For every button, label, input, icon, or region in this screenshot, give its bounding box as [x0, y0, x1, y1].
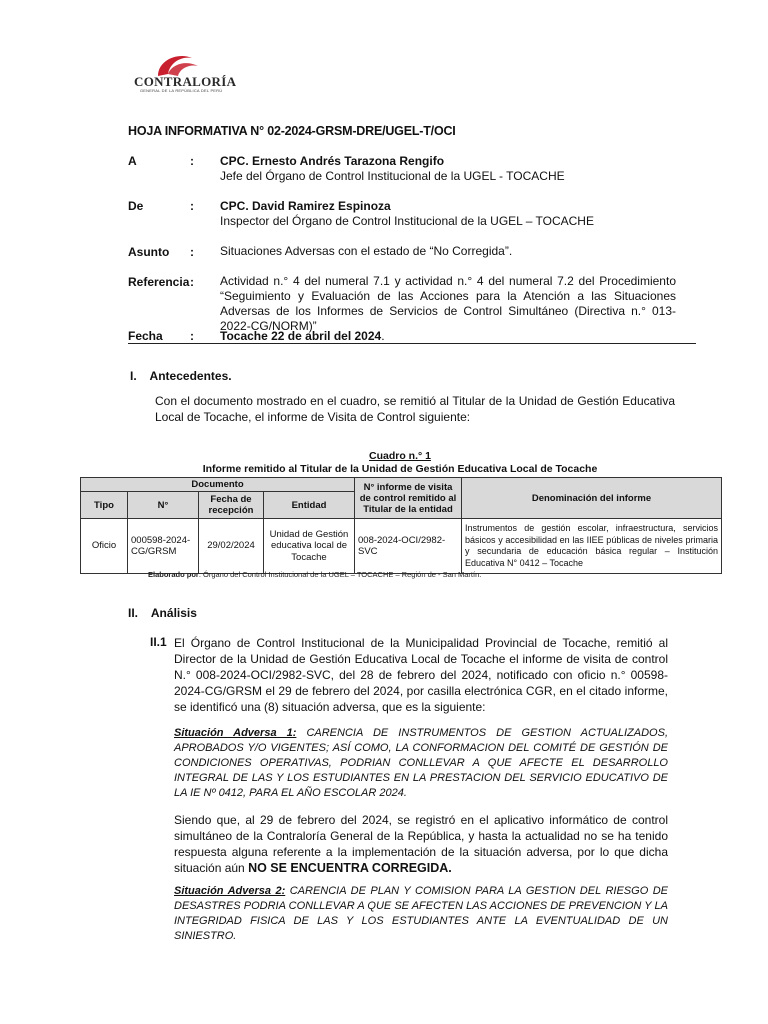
- th-documento: Documento: [81, 478, 355, 492]
- elaborado-text: : Órgano del Control Institucional de la UGEL – TOCACHE – Región de - San Martín.: [198, 570, 482, 579]
- elaborado-note: [148, 570, 481, 579]
- colon-fecha: :: [190, 329, 194, 343]
- fecha-value: [220, 329, 385, 344]
- item-number: II.1: [150, 635, 167, 649]
- cuadro-title: Cuadro n.° 1: [369, 450, 431, 462]
- cell-entidad: Unidad de Gestión educativa local de Tocache: [264, 519, 355, 574]
- colon-de: :: [190, 199, 194, 213]
- cell-informe: 008-2024-OCI/2982-SVC: [355, 519, 462, 574]
- sa2-label: Situación Adversa 2:: [174, 885, 286, 897]
- elaborado-label: Elaborado por: [148, 570, 199, 579]
- situacion-adversa-1: [174, 726, 668, 801]
- colon-asunto: :: [190, 245, 194, 259]
- header-divider: [128, 343, 696, 344]
- table-row: [81, 519, 722, 574]
- label-referencia: Referencia: [128, 275, 190, 289]
- addressee-role: Jefe del Órgano de Control Institucional de la UGEL - TOCACHE: [220, 169, 565, 183]
- th-numero: N°: [128, 492, 199, 519]
- sa2-text: CARENCIA DE PLAN Y COMISION PARA LA GESTION DEL RIESGO DE DESASTRES PODRIA CONLLEVAR A QUE SE AFECTEN LAS ACCIONES DE PREVENCION Y LA INTEGRIDAD FISICA DE LAS Y LOS ESTUDIANTES ANTE LA EVENTUALIDAD DE UN SINIESTRO.: [174, 885, 669, 942]
- colon-referencia: :: [190, 275, 194, 289]
- cell-fecha: 29/02/2024: [199, 519, 264, 574]
- th-tipo: Tipo: [81, 492, 128, 519]
- label-a: A: [128, 154, 137, 168]
- fecha-suffix: .: [381, 329, 385, 343]
- section-analisis-heading: II. Análisis: [128, 606, 197, 620]
- th-informe: N° informe de visita de control remitido al Titular de la entidad: [355, 478, 462, 519]
- situacion-adversa-2: [174, 884, 668, 944]
- cell-tipo: Oficio: [81, 519, 128, 574]
- colon-a: :: [190, 154, 194, 168]
- sa1-text: CARENCIA DE INSTRUMENTOS DE GESTION ACTUALIZADOS, APROBADOS Y/O VIGENTES; ASÍ COMO, LA CONFORMACION DEL COMITÉ DE GESTIÓN DE CONDICIONES OPERATIVAS, PODRIAN CONLLEVAR A QUE AFECTE EL DESARROLLO INTEGRAL DE LAS Y LOS ESTUDIANTES EN LA PRESTACION DEL SERVICIO EDUCATIVO DE LA IE Nº 0412, PARA EL AÑO ESCOLAR 2024.: [174, 727, 669, 799]
- sender-name: CPC. David Ramirez Espinoza: [220, 199, 391, 213]
- cell-numero: 000598-2024-CG/GRSM: [128, 519, 199, 574]
- cell-denominacion: Instrumentos de gestión escolar, infraestructura, servicios básicos y accesibilidad en las IIEE públicas de niveles primaria y secundaria de educación básica regular – Institución Educativa N° 0412 – Tocache: [462, 519, 722, 574]
- addressee-name: CPC. Ernesto Andrés Tarazona Rengifo: [220, 154, 445, 168]
- label-de: De: [128, 199, 144, 213]
- asunto-text: Situaciones Adversas con el estado de “No Corregida”.: [220, 244, 513, 258]
- th-fecha: Fecha de recepción: [199, 492, 264, 519]
- document-title: HOJA INFORMATIVA N° 02-2024-GRSM-DRE/UGEL-T/OCI: [128, 124, 456, 138]
- label-fecha: Fecha: [128, 329, 163, 343]
- section-antecedentes-heading: I. Antecedentes.: [130, 369, 232, 383]
- label-asunto: Asunto: [128, 245, 170, 259]
- logo-name: CONTRALORÍA: [134, 74, 237, 89]
- cuadro-subtitle: Informe remitido al Titular de la Unidad de Gestión Educativa Local de Tocache: [202, 463, 598, 475]
- logo-subtitle: GENERAL DE LA REPÚBLICA DEL PERÚ: [140, 88, 223, 93]
- status-text: Siendo que, al 29 de febrero del 2024, se registró en el aplicativo informático de control simultáneo de la Contraloría General de la República, y hasta la actualidad no se ha tenido respuesta alguna referente a la implementación de la situación adversa, por lo que dicha situación aún: [174, 813, 668, 875]
- sa1-label: Situación Adversa 1:: [174, 727, 297, 739]
- status-bold: NO SE ENCUENTRA CORREGIDA.: [248, 861, 452, 875]
- status-paragraph: [174, 812, 668, 876]
- th-denominacion: Denominación del informe: [462, 478, 722, 519]
- referencia-text: Actividad n.° 4 del numeral 7.1 y actividad n.° 4 del numeral 7.2 del Procedimiento “Seguimiento y Evaluación de las Acciones para la Atención a las Situaciones Adversas de los Informes de Servicios de Control Simultáneo (Directiva n.° 013-2022-CG/NORM)”: [220, 274, 676, 333]
- sender-role: Inspector del Órgano de Control Institucional de la UGEL – TOCACHE: [220, 214, 594, 228]
- fecha-text: Tocache 22 de abril del 2024: [220, 329, 382, 343]
- th-entidad: Entidad: [264, 492, 355, 519]
- antecedentes-paragraph: Con el documento mostrado en el cuadro, se remitió al Titular de la Unidad de Gestión Educativa Local de Tocache, el informe de Visita de Control siguiente:: [155, 394, 675, 424]
- analisis-paragraph: El Órgano de Control Institucional de la Municipalidad Provincial de Tocache, remitió al Director de la Unidad de Gestión Educativa Local de Tocache el informe de visita de control N.° 008-2024-OCI/2982-SVC, del 28 de febrero del 2024, notificado con oficio n.° 00598-2024-CG/GRSM el 29 de febrero del 2024, por casilla electrónica CGR, en el citado informe, se identificó una (8) situación adversa, que es la siguiente:: [174, 636, 668, 714]
- informe-table: [80, 477, 722, 574]
